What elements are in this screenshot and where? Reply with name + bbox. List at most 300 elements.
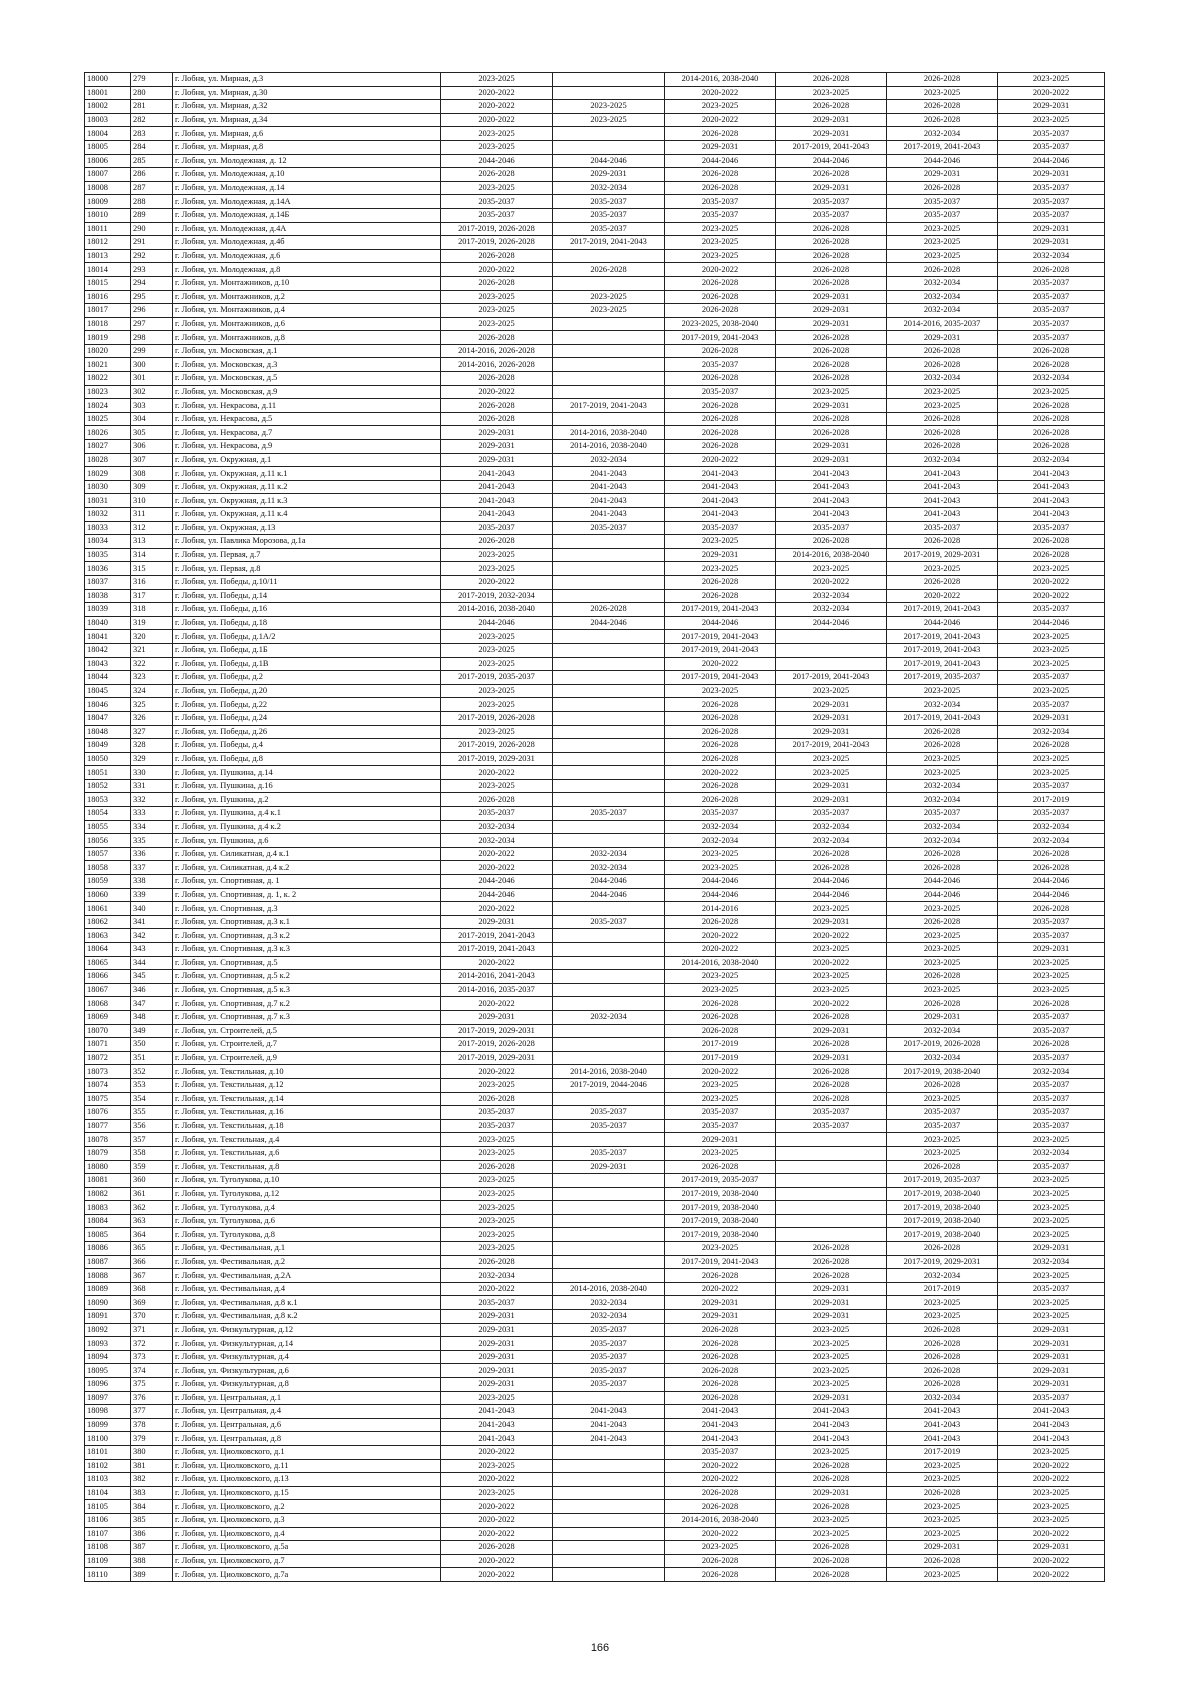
period-cell-5: 2026-2028	[887, 426, 998, 440]
record-id-cell: 18047	[85, 711, 131, 725]
period-cell-2	[553, 834, 665, 848]
record-id-cell: 18076	[85, 1106, 131, 1120]
period-cell-5: 2017-2019	[887, 1282, 998, 1296]
period-cell-2	[553, 86, 665, 100]
period-cell-5: 2026-2028	[887, 113, 998, 127]
table-row	[85, 943, 1105, 957]
period-cell-3: 2023-2025	[665, 983, 776, 997]
period-cell-5: 2032-2034	[887, 1391, 998, 1405]
period-cell-6: 2035-2037	[998, 915, 1105, 929]
record-id-cell: 18056	[85, 834, 131, 848]
period-cell-1: 2026-2028	[441, 276, 553, 290]
period-cell-3: 2041-2043	[665, 494, 776, 508]
table-row	[85, 480, 1105, 494]
address-cell: г. Лобня, ул. Силикатная, д.4 к.2	[173, 861, 441, 875]
period-cell-3: 2026-2028	[665, 1323, 776, 1337]
period-cell-6: 2026-2028	[998, 548, 1105, 562]
period-cell-4: 2023-2025	[776, 86, 887, 100]
period-cell-5: 2023-2025	[887, 1568, 998, 1582]
period-cell-4: 2017-2019, 2041-2043	[776, 140, 887, 154]
period-cell-6: 2026-2028	[998, 1038, 1105, 1052]
period-cell-4: 2029-2031	[776, 453, 887, 467]
record-id-cell: 18003	[85, 113, 131, 127]
table-row	[85, 1459, 1105, 1473]
table-row	[85, 440, 1105, 454]
period-cell-3: 2023-2025	[665, 100, 776, 114]
period-cell-5: 2035-2037	[887, 208, 998, 222]
record-id-cell: 18110	[85, 1568, 131, 1582]
period-cell-2	[553, 1568, 665, 1582]
period-cell-4: 2029-2031	[776, 725, 887, 739]
period-cell-3: 2026-2028	[665, 1568, 776, 1582]
period-cell-1: 2026-2028	[441, 399, 553, 413]
period-cell-2	[553, 997, 665, 1011]
period-cell-3: 2026-2028	[665, 426, 776, 440]
row-number-cell: 332	[131, 793, 173, 807]
record-id-cell: 18021	[85, 358, 131, 372]
period-cell-4: 2026-2028	[776, 1269, 887, 1283]
row-number-cell: 346	[131, 983, 173, 997]
period-cell-5: 2029-2031	[887, 1541, 998, 1555]
address-cell: г. Лобня, ул. Молодежная, д.6	[173, 249, 441, 263]
period-cell-3: 2044-2046	[665, 888, 776, 902]
period-cell-6: 2026-2028	[998, 902, 1105, 916]
record-id-cell: 18099	[85, 1418, 131, 1432]
period-cell-4: 2023-2025	[776, 1364, 887, 1378]
address-cell: г. Лобня, ул. Некрасова, д.5	[173, 412, 441, 426]
row-number-cell: 340	[131, 902, 173, 916]
period-cell-2: 2029-2031	[553, 1160, 665, 1174]
record-id-cell: 18072	[85, 1051, 131, 1065]
period-cell-1: 2014-2016, 2038-2040	[441, 603, 553, 617]
address-cell: г. Лобня, ул. Фестивальная, д.8 к.2	[173, 1310, 441, 1324]
address-cell: г. Лобня, ул. Пушкина, д.6	[173, 834, 441, 848]
period-cell-4: 2023-2025	[776, 983, 887, 997]
record-id-cell: 18078	[85, 1133, 131, 1147]
record-id-cell: 18073	[85, 1065, 131, 1079]
row-number-cell: 333	[131, 807, 173, 821]
period-cell-2: 2035-2037	[553, 521, 665, 535]
period-cell-5: 2044-2046	[887, 888, 998, 902]
period-cell-3: 2029-2031	[665, 140, 776, 154]
period-cell-5: 2029-2031	[887, 168, 998, 182]
period-cell-5: 2017-2019, 2038-2040	[887, 1214, 998, 1228]
period-cell-5: 2041-2043	[887, 467, 998, 481]
period-cell-3: 2026-2028	[665, 1350, 776, 1364]
row-number-cell: 383	[131, 1486, 173, 1500]
period-cell-3: 2023-2025	[665, 970, 776, 984]
table-row	[85, 1010, 1105, 1024]
row-number-cell: 312	[131, 521, 173, 535]
period-cell-2	[553, 1201, 665, 1215]
period-cell-5: 2023-2025	[887, 943, 998, 957]
period-cell-5: 2026-2028	[887, 1364, 998, 1378]
period-cell-2: 2041-2043	[553, 494, 665, 508]
record-id-cell: 18090	[85, 1296, 131, 1310]
table-row	[85, 1527, 1105, 1541]
period-cell-3: 2035-2037	[665, 358, 776, 372]
table-row	[85, 956, 1105, 970]
period-cell-3: 2023-2025	[665, 249, 776, 263]
record-id-cell: 18070	[85, 1024, 131, 1038]
period-cell-3: 2026-2028	[665, 399, 776, 413]
period-cell-5: 2035-2037	[887, 1119, 998, 1133]
record-id-cell: 18066	[85, 970, 131, 984]
table-row	[85, 1146, 1105, 1160]
address-cell: г. Лобня, ул. Туголукова, д.4	[173, 1201, 441, 1215]
period-cell-3: 2026-2028	[665, 711, 776, 725]
period-cell-1: 2029-2031	[441, 453, 553, 467]
period-cell-3: 2029-2031	[665, 1310, 776, 1324]
period-cell-3: 2026-2028	[665, 181, 776, 195]
period-cell-1: 2026-2028	[441, 1160, 553, 1174]
period-cell-3: 2041-2043	[665, 1418, 776, 1432]
period-cell-1: 2023-2025	[441, 304, 553, 318]
table-row	[85, 630, 1105, 644]
address-cell: г. Лобня, ул. Победы, д.1Б	[173, 643, 441, 657]
address-cell: г. Лобня, ул. Молодежная, д.4б	[173, 236, 441, 250]
period-cell-1: 2041-2043	[441, 1418, 553, 1432]
table-row	[85, 1160, 1105, 1174]
table-row	[85, 195, 1105, 209]
period-cell-5: 2023-2025	[887, 983, 998, 997]
table-row	[85, 684, 1105, 698]
record-id-cell: 18060	[85, 888, 131, 902]
address-cell: г. Лобня, ул. Пушкина, д.4 к.1	[173, 807, 441, 821]
period-cell-1: 2023-2025	[441, 1078, 553, 1092]
period-cell-6: 2044-2046	[998, 875, 1105, 889]
period-cell-3: 2035-2037	[665, 807, 776, 821]
row-number-cell: 379	[131, 1432, 173, 1446]
address-cell: г. Лобня, ул. Первая, д.8	[173, 562, 441, 576]
record-id-cell: 18019	[85, 331, 131, 345]
period-cell-1: 2017-2019, 2041-2043	[441, 929, 553, 943]
record-id-cell: 18061	[85, 902, 131, 916]
period-cell-4: 2020-2022	[776, 956, 887, 970]
table-row	[85, 127, 1105, 141]
table-row	[85, 358, 1105, 372]
period-cell-4: 2032-2034	[776, 589, 887, 603]
period-cell-5: 2017-2019, 2026-2028	[887, 1038, 998, 1052]
period-cell-1: 2044-2046	[441, 875, 553, 889]
row-number-cell: 336	[131, 847, 173, 861]
period-cell-2: 2044-2046	[553, 888, 665, 902]
row-number-cell: 352	[131, 1065, 173, 1079]
address-cell: г. Лобня, ул. Циолковского, д.13	[173, 1473, 441, 1487]
record-id-cell: 18101	[85, 1445, 131, 1459]
record-id-cell: 18037	[85, 575, 131, 589]
address-cell: г. Лобня, ул. Победы, д.2	[173, 671, 441, 685]
table-row	[85, 140, 1105, 154]
row-number-cell: 356	[131, 1119, 173, 1133]
record-id-cell: 18058	[85, 861, 131, 875]
address-cell: г. Лобня, ул. Центральная, д.1	[173, 1391, 441, 1405]
period-cell-4: 2023-2025	[776, 1323, 887, 1337]
period-cell-3: 2017-2019, 2041-2043	[665, 643, 776, 657]
period-cell-4: 2041-2043	[776, 494, 887, 508]
period-cell-4: 2029-2031	[776, 1486, 887, 1500]
row-number-cell: 288	[131, 195, 173, 209]
period-cell-6: 2026-2028	[998, 861, 1105, 875]
period-cell-2: 2044-2046	[553, 875, 665, 889]
period-cell-4: 2023-2025	[776, 684, 887, 698]
period-cell-5: 2032-2034	[887, 1024, 998, 1038]
period-cell-3: 2020-2022	[665, 929, 776, 943]
address-cell: г. Лобня, ул. Победы, д.8	[173, 752, 441, 766]
period-cell-4: 2020-2022	[776, 929, 887, 943]
address-cell: г. Лобня, ул. Некрасова, д.7	[173, 426, 441, 440]
period-cell-6: 2035-2037	[998, 331, 1105, 345]
period-cell-2: 2032-2034	[553, 453, 665, 467]
record-id-cell: 18107	[85, 1527, 131, 1541]
period-cell-2	[553, 1133, 665, 1147]
period-cell-6: 2032-2034	[998, 453, 1105, 467]
table-row	[85, 521, 1105, 535]
period-cell-3: 2023-2025	[665, 236, 776, 250]
period-cell-2	[553, 73, 665, 87]
period-cell-5: 2026-2028	[887, 1378, 998, 1392]
period-cell-3: 2032-2034	[665, 820, 776, 834]
period-cell-4: 2023-2025	[776, 1378, 887, 1392]
period-cell-2: 2032-2034	[553, 861, 665, 875]
period-cell-6: 2029-2031	[998, 1242, 1105, 1256]
period-cell-6: 2023-2025	[998, 1133, 1105, 1147]
record-id-cell: 18031	[85, 494, 131, 508]
period-cell-6: 2023-2025	[998, 1201, 1105, 1215]
period-cell-2: 2014-2016, 2038-2040	[553, 1065, 665, 1079]
period-cell-5: 2023-2025	[887, 562, 998, 576]
record-id-cell: 18071	[85, 1038, 131, 1052]
period-cell-1: 2023-2025	[441, 317, 553, 331]
period-cell-1: 2014-2016, 2035-2037	[441, 983, 553, 997]
period-cell-1: 2023-2025	[441, 1459, 553, 1473]
period-cell-3: 2035-2037	[665, 1106, 776, 1120]
record-id-cell: 18088	[85, 1269, 131, 1283]
table-row	[85, 372, 1105, 386]
period-cell-1: 2020-2022	[441, 997, 553, 1011]
row-number-cell: 343	[131, 943, 173, 957]
row-number-cell: 285	[131, 154, 173, 168]
period-cell-2	[553, 1513, 665, 1527]
period-cell-6: 2023-2025	[998, 1187, 1105, 1201]
period-cell-1: 2023-2025	[441, 290, 553, 304]
record-id-cell: 18035	[85, 548, 131, 562]
period-cell-4: 2035-2037	[776, 195, 887, 209]
period-cell-5: 2023-2025	[887, 1146, 998, 1160]
period-cell-3: 2026-2028	[665, 276, 776, 290]
record-id-cell: 18001	[85, 86, 131, 100]
period-cell-2	[553, 1459, 665, 1473]
period-cell-1: 2044-2046	[441, 616, 553, 630]
period-cell-1: 2020-2022	[441, 263, 553, 277]
period-cell-1: 2023-2025	[441, 127, 553, 141]
table-row	[85, 643, 1105, 657]
period-cell-5: 2023-2025	[887, 1500, 998, 1514]
period-cell-5: 2023-2025	[887, 86, 998, 100]
period-cell-2	[553, 929, 665, 943]
record-id-cell: 18020	[85, 344, 131, 358]
record-id-cell: 18054	[85, 807, 131, 821]
period-cell-4: 2026-2028	[776, 412, 887, 426]
period-cell-1: 2026-2028	[441, 372, 553, 386]
record-id-cell: 18005	[85, 140, 131, 154]
period-cell-2	[553, 1174, 665, 1188]
record-id-cell: 18055	[85, 820, 131, 834]
table-row	[85, 1405, 1105, 1419]
period-cell-4: 2044-2046	[776, 154, 887, 168]
row-number-cell: 308	[131, 467, 173, 481]
address-cell: г. Лобня, ул. Строителей, д.5	[173, 1024, 441, 1038]
period-cell-6: 2026-2028	[998, 847, 1105, 861]
period-cell-2	[553, 820, 665, 834]
record-id-cell: 18051	[85, 766, 131, 780]
address-cell: г. Лобня, ул. Физкультурная, д.14	[173, 1337, 441, 1351]
period-cell-1: 2020-2022	[441, 113, 553, 127]
period-cell-4: 2029-2031	[776, 1024, 887, 1038]
period-cell-5: 2026-2028	[887, 1486, 998, 1500]
period-cell-2	[553, 1242, 665, 1256]
period-cell-6: 2029-2031	[998, 168, 1105, 182]
address-cell: г. Лобня, ул. Окружная, д.11 к.3	[173, 494, 441, 508]
table-row	[85, 508, 1105, 522]
period-cell-2	[553, 1554, 665, 1568]
period-cell-2	[553, 358, 665, 372]
row-number-cell: 301	[131, 372, 173, 386]
period-cell-5: 2023-2025	[887, 1473, 998, 1487]
period-cell-5: 2023-2025	[887, 399, 998, 413]
period-cell-5: 2017-2019, 2038-2040	[887, 1065, 998, 1079]
row-number-cell: 309	[131, 480, 173, 494]
period-cell-1: 2035-2037	[441, 807, 553, 821]
record-id-cell: 18089	[85, 1282, 131, 1296]
period-cell-4: 2029-2031	[776, 1282, 887, 1296]
address-cell: г. Лобня, ул. Фестивальная, д.1	[173, 1242, 441, 1256]
period-cell-4: 2023-2025	[776, 970, 887, 984]
address-cell: г. Лобня, ул. Молодежная, д.8	[173, 263, 441, 277]
period-cell-6: 2023-2025	[998, 113, 1105, 127]
period-cell-2	[553, 657, 665, 671]
table-row	[85, 766, 1105, 780]
period-cell-4: 2023-2025	[776, 562, 887, 576]
period-cell-5: 2023-2025	[887, 1459, 998, 1473]
table-row	[85, 793, 1105, 807]
period-cell-3: 2023-2025, 2038-2040	[665, 317, 776, 331]
record-id-cell: 18052	[85, 779, 131, 793]
period-cell-3: 2026-2028	[665, 1364, 776, 1378]
period-cell-5: 2023-2025	[887, 1092, 998, 1106]
period-cell-2	[553, 1255, 665, 1269]
address-cell: г. Лобня, ул. Монтажников, д.2	[173, 290, 441, 304]
table-body	[85, 73, 1105, 1582]
period-cell-4: 2026-2028	[776, 1255, 887, 1269]
period-cell-4: 2029-2031	[776, 440, 887, 454]
row-number-cell: 325	[131, 698, 173, 712]
period-cell-2	[553, 643, 665, 657]
period-cell-2: 2026-2028	[553, 263, 665, 277]
address-cell: г. Лобня, ул. Туголукова, д.8	[173, 1228, 441, 1242]
row-number-cell: 387	[131, 1541, 173, 1555]
row-number-cell: 384	[131, 1500, 173, 1514]
period-cell-1: 2020-2022	[441, 861, 553, 875]
table-row	[85, 426, 1105, 440]
period-cell-3: 2017-2019, 2041-2043	[665, 1255, 776, 1269]
table-row	[85, 1391, 1105, 1405]
period-cell-6: 2020-2022	[998, 1527, 1105, 1541]
period-cell-1: 2020-2022	[441, 1554, 553, 1568]
period-cell-5: 2023-2025	[887, 766, 998, 780]
period-cell-5: 2026-2028	[887, 1337, 998, 1351]
period-cell-5: 2029-2031	[887, 1010, 998, 1024]
period-cell-3: 2017-2019, 2041-2043	[665, 630, 776, 644]
row-number-cell: 287	[131, 181, 173, 195]
table-row	[85, 1378, 1105, 1392]
table-row	[85, 1214, 1105, 1228]
period-cell-3: 2026-2028	[665, 1160, 776, 1174]
address-cell: г. Лобня, ул. Монтажников, д.8	[173, 331, 441, 345]
table-row	[85, 725, 1105, 739]
table-row	[85, 752, 1105, 766]
period-cell-2	[553, 385, 665, 399]
period-cell-6: 2020-2022	[998, 1568, 1105, 1582]
period-cell-2: 2035-2037	[553, 208, 665, 222]
period-cell-1: 2023-2025	[441, 562, 553, 576]
row-number-cell: 292	[131, 249, 173, 263]
address-cell: г. Лобня, ул. Мирная, д.3	[173, 73, 441, 87]
table-row	[85, 290, 1105, 304]
period-cell-1: 2017-2019, 2035-2037	[441, 671, 553, 685]
table-row	[85, 548, 1105, 562]
period-cell-5: 2017-2019, 2038-2040	[887, 1187, 998, 1201]
table-row	[85, 222, 1105, 236]
period-cell-4: 2041-2043	[776, 1405, 887, 1419]
period-cell-4: 2023-2025	[776, 902, 887, 916]
period-cell-5: 2041-2043	[887, 480, 998, 494]
period-cell-1: 2026-2028	[441, 1541, 553, 1555]
period-cell-4: 2029-2031	[776, 113, 887, 127]
period-cell-2: 2035-2037	[553, 1106, 665, 1120]
period-cell-4	[776, 1174, 887, 1188]
period-cell-5: 2023-2025	[887, 929, 998, 943]
address-cell: г. Лобня, ул. Циолковского, д.1	[173, 1445, 441, 1459]
period-cell-5: 2041-2043	[887, 494, 998, 508]
period-cell-4: 2026-2028	[776, 100, 887, 114]
period-cell-4: 2026-2028	[776, 1092, 887, 1106]
period-cell-6: 2023-2025	[998, 766, 1105, 780]
period-cell-4: 2023-2025	[776, 1513, 887, 1527]
period-cell-3: 2017-2019, 2038-2040	[665, 1228, 776, 1242]
period-cell-6: 2041-2043	[998, 494, 1105, 508]
period-cell-1: 2041-2043	[441, 1432, 553, 1446]
record-id-cell: 18039	[85, 603, 131, 617]
period-cell-5: 2026-2028	[887, 1350, 998, 1364]
address-cell: г. Лобня, ул. Текстильная, д.6	[173, 1146, 441, 1160]
row-number-cell: 376	[131, 1391, 173, 1405]
period-cell-6: 2029-2031	[998, 236, 1105, 250]
period-cell-6: 2035-2037	[998, 1051, 1105, 1065]
record-id-cell: 18097	[85, 1391, 131, 1405]
period-cell-6: 2035-2037	[998, 1106, 1105, 1120]
row-number-cell: 328	[131, 739, 173, 753]
row-number-cell: 373	[131, 1350, 173, 1364]
period-cell-5: 2026-2028	[887, 412, 998, 426]
row-number-cell: 370	[131, 1310, 173, 1324]
period-cell-6: 2026-2028	[998, 440, 1105, 454]
record-id-cell: 18030	[85, 480, 131, 494]
record-id-cell: 18012	[85, 236, 131, 250]
period-cell-5: 2026-2028	[887, 739, 998, 753]
record-id-cell: 18100	[85, 1432, 131, 1446]
record-id-cell: 18092	[85, 1323, 131, 1337]
